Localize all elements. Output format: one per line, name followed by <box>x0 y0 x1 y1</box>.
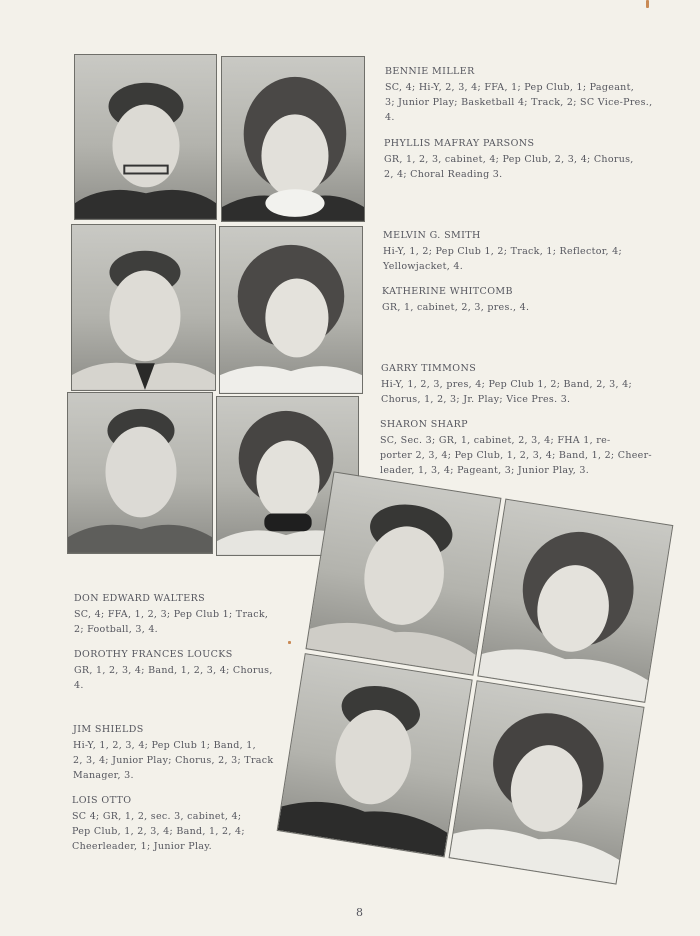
page-number: 8 <box>356 906 363 919</box>
student-name: MELVIN G. SMITH <box>383 230 481 241</box>
student-activities: SC, 4; Hi-Y, 2, 3, 4; FFA, 1; Pep Club, 1; Pageant, 3; Junior Play; Basketball 4; Track, 2; SC Vice-Pres., 4. <box>385 82 653 123</box>
paper-speck <box>646 0 649 8</box>
bio-melvin-smith <box>383 230 683 274</box>
portrait-bennie-miller <box>74 54 217 220</box>
student-activities: GR, 1, 2, 3, cabinet, 4; Pep Club, 2, 3, 4; Chorus, 2, 4; Choral Reading 3. <box>384 154 634 180</box>
student-name: PHYLLIS MAFRAY PARSONS <box>384 138 535 149</box>
portrait-lois-otto <box>449 680 645 884</box>
bio-garry-timmons <box>381 363 681 407</box>
paper-speck <box>288 641 291 644</box>
bio-phyllis-parsons <box>384 138 684 182</box>
portrait-melvin-smith <box>71 224 216 391</box>
bio-dorothy-loucks <box>74 649 304 693</box>
portrait-don-walters <box>67 392 213 554</box>
bio-katherine-whitcomb <box>382 286 682 315</box>
bio-don-walters <box>74 593 304 637</box>
student-name: LOIS OTTO <box>72 795 132 806</box>
student-name: GARRY TIMMONS <box>381 363 477 374</box>
student-name: DOROTHY FRANCES LOUCKS <box>74 649 233 660</box>
student-activities: SC, Sec. 3; GR, 1, cabinet, 2, 3, 4; FHA 1, re- porter 2, 3, 4; Pep Club, 1, 2, 3, 4; Band, 1, 2; Cheer- leader, 1, 3, 4; Pageant, 3; Junior Play, 3. <box>380 435 652 476</box>
bio-bennie-miller <box>385 66 685 125</box>
portrait-sharon-sharp <box>477 499 673 703</box>
student-name: DON EDWARD WALTERS <box>74 593 206 604</box>
portrait-katherine-whitcomb <box>219 226 363 394</box>
student-activities: Hi-Y, 1, 2, 3, pres, 4; Pep Club 1, 2; Band, 2, 3, 4; Chorus, 1, 2, 3; Jr. Play; Vice Pres. 3. <box>381 379 633 405</box>
student-name: SHARON SHARP <box>380 419 468 430</box>
student-activities: GR, 1, 2, 3, 4; Band, 1, 2, 3, 4; Chorus, 4. <box>74 665 273 691</box>
portrait-phyllis-parsons <box>221 56 365 222</box>
student-name: KATHERINE WHITCOMB <box>382 286 513 297</box>
student-name: BENNIE MILLER <box>385 66 475 77</box>
student-activities: Hi-Y, 1, 2; Pep Club 1, 2; Track, 1; Reflector, 4; Yellowjacket, 4. <box>383 246 623 272</box>
portrait-jim-shields <box>277 653 473 857</box>
student-activities: SC 4; GR, 1, 2, sec. 3, cabinet, 4; Pep Club, 1, 2, 3, 4; Band, 1, 2, 4; Cheerleader, 1; Junior Play. <box>72 811 245 852</box>
student-activities: SC, 4; FFA, 1, 2, 3; Pep Club 1; Track, 2; Football, 3, 4. <box>74 609 269 635</box>
student-activities: Hi-Y, 1, 2, 3, 4; Pep Club 1; Band, 1, 2, 3, 4; Junior Play; Chorus, 2, 3; Track Manager, 3. <box>73 740 274 781</box>
portrait-garry-timmons <box>305 471 501 675</box>
student-name: JIM SHIELDS <box>73 724 144 735</box>
student-activities: GR, 1, cabinet, 2, 3, pres., 4. <box>382 302 530 313</box>
rotated-photo-group <box>258 461 693 896</box>
bio-sharon-sharp <box>380 419 680 478</box>
